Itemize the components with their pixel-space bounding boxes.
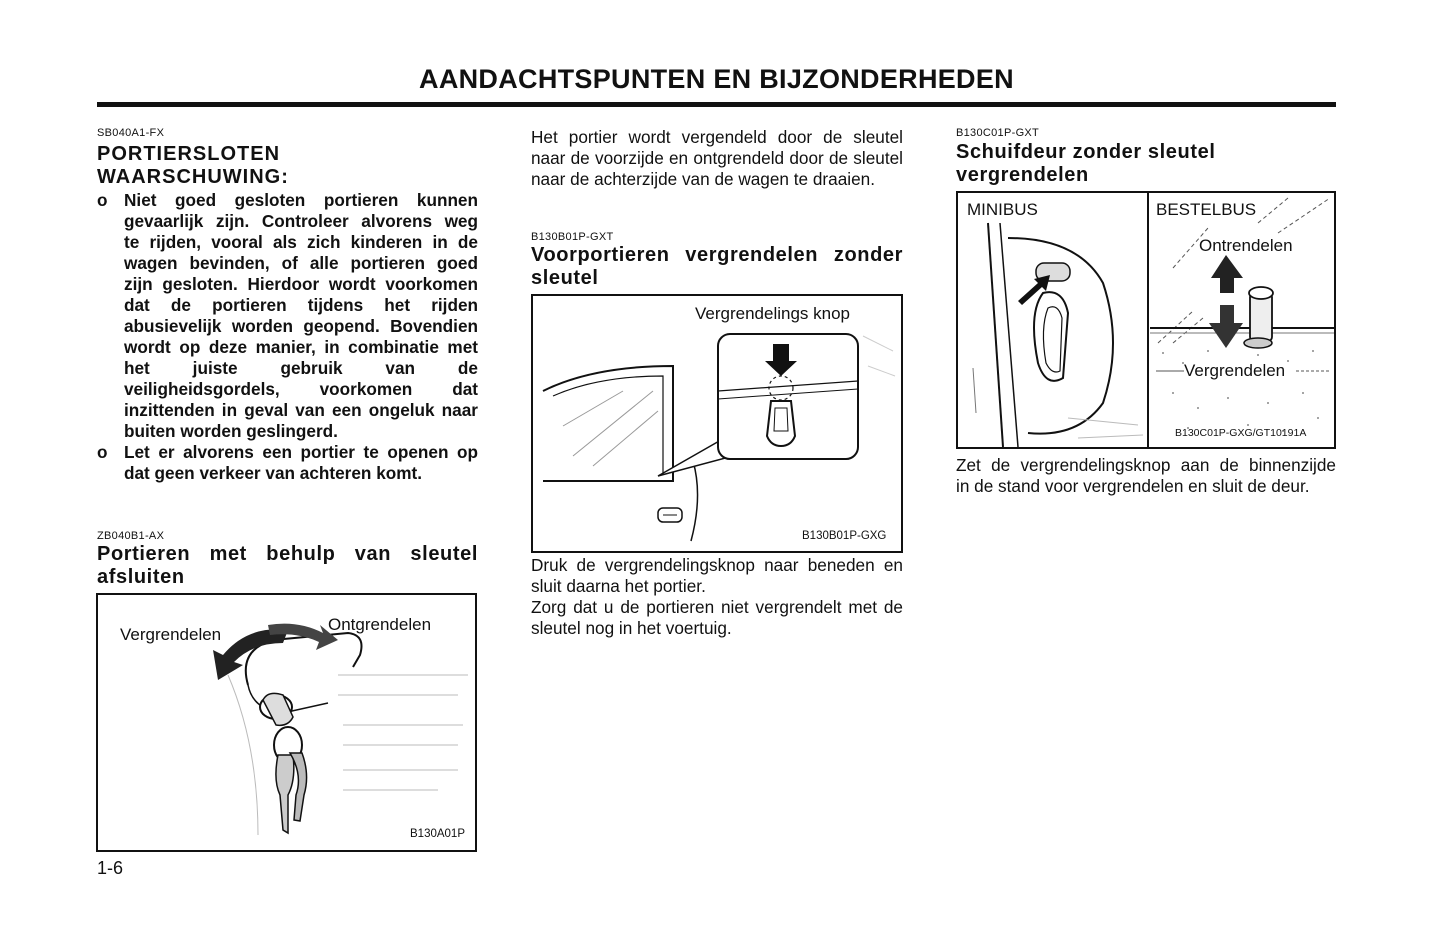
knob-paragraph [531,555,903,639]
section-title-line: Portieren met behulp van sleutel [97,543,478,565]
section-title-line: Voorportieren vergrendelen zonder [531,244,903,266]
bullet-line: zijn gesloten. Hierdoor wordt voorkomen [124,274,478,294]
sliding-door-paragraph [956,455,1336,497]
bullet-line: het juiste gebruik van de [124,358,478,378]
section-title-line: Schuifdeur zonder sleutel [956,141,1216,163]
section-code: ZB040B1-AX [97,530,165,542]
bullet-line: buiten worden geslingerd. [124,421,338,441]
bullet-line: te rijden, vooral als zich kinderen in de [124,232,478,252]
paragraph-line: naar de voorzijde en ontgrendeld door de sleutel [531,148,903,168]
paragraph-line: in de stand voor vergrendelen en sluit de deur. [956,476,1310,496]
bullet-line: gevaarlijk zijn. Controleer alvorens weg [124,211,478,231]
bullet-line: Let er alvorens een portier te openen op [124,442,478,462]
bullet-line: veiligheidsgordels, voorkomen dat [124,379,478,399]
paragraph-line: sluit daarna het portier. [531,576,706,596]
bestelbus-label: BESTELBUS [1156,200,1257,219]
page-header-title: AANDACHTSPUNTEN EN BIJZONDERHEDEN [419,64,1014,94]
bullet-mark: o [97,442,108,462]
page-number: 1-6 [97,858,124,878]
bullet-item [97,442,478,484]
minibus-label: MINIBUS [967,200,1038,219]
figure-code: B130C01P-GXG/GT10191A [1175,427,1307,439]
bullet-line: inzittenden in geval van een ongeluk naar [124,400,478,420]
bullet-line: dat de portieren tijdens het rijden [124,295,478,315]
figure-code: B130A01P [410,828,465,840]
lock-label: Vergrendelen [120,625,222,644]
figure-code: B130B01P-GXG [802,530,887,542]
paragraph-line: naar de achterzijde van de wagen te draaien. [531,169,875,189]
section-code: B130B01P-GXT [531,231,614,243]
sliding-door-illustration [958,193,1334,447]
section-title: PORTIERSLOTEN [97,143,281,165]
bullet-line: wagen bevinden, of alle portieren goed [124,253,478,273]
intro-paragraph [531,127,903,190]
knob-label: Vergrendelings knop [695,304,851,323]
bullet-mark: o [97,190,108,210]
bullet-line: abusievelijk worden geopend. Bovendien [124,316,478,336]
unlock-label: Ontrendelen [1199,236,1293,255]
door-knob-figure [531,294,903,553]
warning-bullets [97,190,478,484]
bullet-item [97,190,478,442]
paragraph-line: Druk de vergrendelingsknop naar beneden en [531,555,903,575]
bullet-line: wordt op deze manier, in combinatie met [124,337,478,357]
unlock-label: Ontgrendelen [328,615,432,634]
lock-label: Vergrendelen [1184,361,1286,380]
section-code: SB040A1-FX [97,127,165,139]
key-lock-figure [96,593,477,852]
section-code: B130C01P-GXT [956,127,1040,139]
section-title-line: sleutel [531,267,599,289]
warning-heading: WAARSCHUWING: [97,166,289,188]
section-title-line: afsluiten [97,566,185,588]
bullet-line: dat geen verkeer van achteren komt. [124,463,423,483]
paragraph-line: Zet de vergrendelingsknop aan de binnenzijde [956,455,1336,475]
paragraph-line: Zorg dat u de portieren niet vergrendelt met de [531,597,903,617]
door-knob-illustration [533,296,901,551]
header-rule [97,102,1336,107]
section-title-line: vergrendelen [956,164,1089,186]
bullet-line: Niet goed gesloten portieren kunnen [124,190,478,210]
paragraph-line: Het portier wordt vergendeld door de sleutel [531,127,903,147]
paragraph-line: sleutel nog in het voertuig. [531,618,732,638]
sliding-door-figure [956,191,1336,449]
